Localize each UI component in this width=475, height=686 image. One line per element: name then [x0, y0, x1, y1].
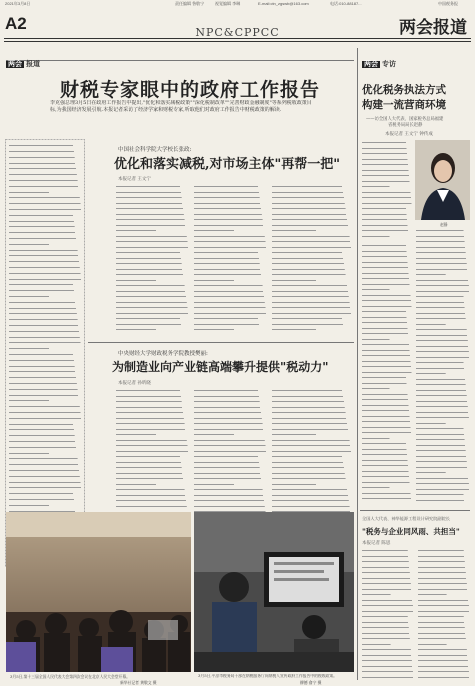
article1-col2 — [194, 184, 267, 334]
text-line — [362, 496, 412, 502]
right-bottom-col1 — [362, 548, 414, 680]
article2-title: 为制造业向产业链高端攀升提供"税动力" — [112, 360, 329, 374]
email: E-mail:ctn_zgswb@163.com — [258, 1, 309, 6]
top-info-strip — [0, 0, 475, 8]
right-bottom-col2 — [418, 548, 470, 680]
parliament-photo-credit: 新华社记者 黄敬文 摄 — [120, 680, 157, 685]
main-headline: 财税专家眼中的政府工作报告 — [60, 79, 321, 101]
right-col-text-a — [362, 243, 412, 505]
right-headline-line1: 优化税务执法方式 — [362, 84, 446, 96]
text-line — [272, 327, 352, 333]
text-line — [116, 504, 189, 510]
editor-2: 视觉编辑 李琳 — [215, 1, 241, 6]
right-subhead-line1: ——访全国人大代表、国家税务总局福建 — [366, 117, 444, 122]
service-photo-caption: 3月5日,平凉市税务局干部在纳税服务厅向纳税人宣传政府工作报告中的税收政策。 — [198, 674, 337, 678]
page-number: A2 — [5, 14, 27, 33]
article1-col3 — [272, 184, 352, 334]
text-line — [362, 234, 412, 240]
phone: 电话:010-88187... — [330, 1, 362, 6]
right-bottom-headline: "税务与企业同风雨、共担当" — [362, 527, 460, 536]
right-col-text-top — [362, 140, 412, 240]
text-line — [416, 498, 470, 504]
parliament-scene — [6, 512, 191, 672]
date-line: 2021年3月8日 — [5, 1, 31, 6]
column-divider — [357, 48, 358, 680]
article1-title: 优化和落实减税,对市场主体"再帮一把" — [114, 157, 341, 172]
service-hall-scene — [194, 512, 354, 672]
right-col-text-b — [416, 228, 470, 505]
text-line — [418, 675, 470, 681]
text-line — [194, 327, 267, 333]
article-divider — [88, 342, 354, 343]
section-title: 两会报道 — [399, 18, 467, 38]
parliament-photo-caption: 3月5日,第十三届全国人民代表大会第四次会议在北京人民大会堂开幕。 — [10, 674, 130, 679]
parliament-photo — [6, 512, 191, 672]
article2-byline: 本报记者 孙昕晓 — [118, 381, 151, 386]
portrait-label: 赵静 — [440, 222, 448, 227]
service-photo-credit: 柳德 俞宁 摄 — [300, 680, 322, 685]
article1-col1 — [116, 184, 189, 334]
rule-under-tag — [6, 60, 354, 61]
right-subhead-line2: 省税务局局长赵静 — [388, 123, 423, 128]
right-bottom-intro: 全国人大代表、神华能源工程设计研究院副院长 — [362, 516, 450, 521]
right-headline-line2: 构建一流营商环境 — [362, 99, 446, 111]
right-byline: 本报记者 王文宁 钟传成 — [385, 132, 433, 137]
right-column-tag: 两会 专访 — [364, 61, 396, 68]
article1-byline: 本报记者 王文宁 — [118, 177, 151, 182]
service-hall-photo — [194, 512, 354, 672]
right-bottom-byline: 本报记者 陈思 — [362, 541, 391, 546]
article2-col1 — [116, 388, 189, 510]
paper-name: 中国税务报 — [438, 1, 458, 6]
article1-intro: 中国社会科学院大学校长张政: — [118, 147, 192, 153]
portrait-photo — [415, 140, 470, 220]
header-rule — [4, 38, 471, 39]
left-block-text — [9, 143, 82, 564]
text-line — [362, 675, 414, 681]
portrait-scene — [415, 140, 470, 220]
column-tag: 两会 报道 — [8, 61, 40, 68]
text-line — [116, 327, 189, 333]
editor-1: 责任编辑 昝敬宁 — [175, 1, 205, 6]
right-section-divider — [360, 510, 470, 511]
main-lead: 李克强总理3月5日在政府工作报告中提出,"优化和落实减税政策""深化税制改革""完善财政金融制度"等系列税收政策目标,为我国经济发展引航.本报记者采访了经济学家和财税专家,听取他们对政府工作报告中财税政策的解读. — [50, 100, 312, 113]
article2-intro: 中央财经大学财政税务学院教授樊丽: — [118, 351, 208, 357]
npc-banner: NPC&CPPCC — [195, 26, 280, 39]
header-rule-thin — [4, 41, 471, 42]
